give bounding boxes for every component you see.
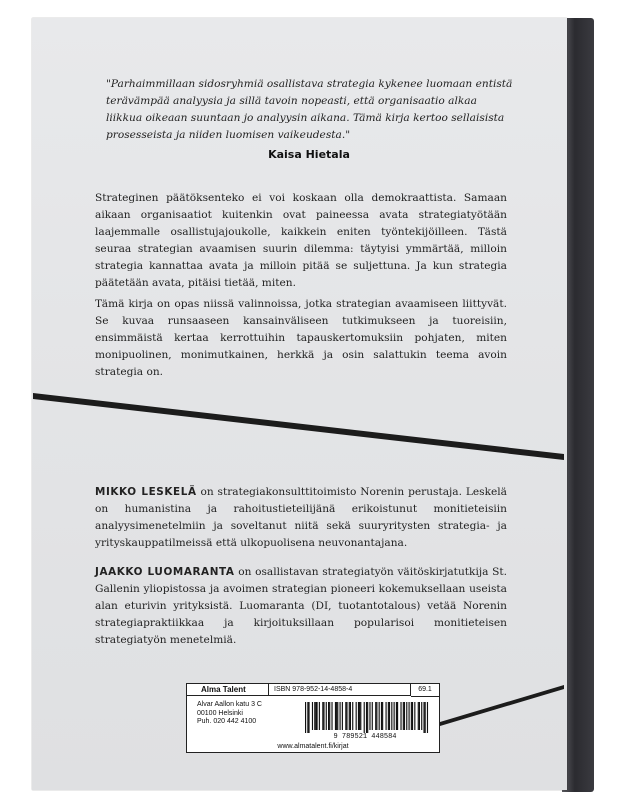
class-code: 69.1 xyxy=(411,684,439,697)
barcode-bar xyxy=(418,702,419,730)
barcode-bar xyxy=(342,702,343,730)
barcode-number: 9 789521 448584 xyxy=(333,733,397,740)
author-bio-text-1: on strategiakonsulttitoimisto Norenin perustaja. Leskelä on humanistina ja rahoitustieteilijänä erikoistunut monitieteisiin analyysimenetelmiin ja soveltanut niitä sekä suuryritysten strategia- ja yrityskauppatilmeissä että ulkopuolisena neuvonantajana. xyxy=(95,486,507,549)
barcode-bar xyxy=(356,702,357,730)
author-name-2: JAAKKO LUOMARANTA xyxy=(95,566,235,578)
barcode-bar xyxy=(323,702,324,730)
barcode-bar xyxy=(372,702,373,730)
barcode-bar xyxy=(381,702,382,730)
barcode-bar xyxy=(335,702,336,730)
barcode-bar xyxy=(360,702,361,730)
barcode-bar xyxy=(345,702,346,730)
barcode-bar xyxy=(409,702,410,730)
barcode-bar xyxy=(312,702,313,730)
description-paragraph-2: Tämä kirja on opas niissä valinnoissa, jotka strategian avaamiseen liittyvät. Se kuvaa runsaaseen kansainväliseen tutkimukseen ja tuoreisiin, ensimmäistä kertaa kerrottuihin tapauskertomuksiin pohjaten, miten monipuolinen, monimutkainen, herkkä ja osin salattukin teema avoin strategia on. xyxy=(95,298,507,378)
address-line: Alvar Aallon katu 3 C xyxy=(197,701,262,708)
barcode-bar xyxy=(307,702,308,733)
quote-author: Kaisa Hietala xyxy=(268,148,350,161)
barcode-bar xyxy=(350,702,351,730)
publisher-address xyxy=(197,701,287,727)
barcode-bar xyxy=(331,702,332,730)
barcode-bar xyxy=(421,702,422,730)
barcode-bar xyxy=(382,702,383,730)
barcode-bar xyxy=(367,702,368,733)
cover-quote: "Parhaimmillaan sidosryhmiä osallistava strategia kykenee luomaan entistä terävämpää analyysia ja sillä tavoin nopeasti, että organisaatio alkaa liikkua oikeaan suuntaan jo analyysin aikana. Tämä kirja kertoo sellaisista prosesseista ja niiden luomisen vaikeudesta." xyxy=(106,78,513,141)
publisher-info-box xyxy=(186,683,440,753)
author-bio-text-2: on osallistavan strategiatyön väitöskirjatutkija St. Gallenin yliopistossa ja avoimen strategian pioneeri kokemuksellaan useista alan eturivin yrityksistä. Luomaranta (DI, tuotantotalous) vetää Norenin strategiapraktiikkaa ja kirjoituksillaan popularisoi monitieteisen strategiatyön menetelmiä. xyxy=(95,566,508,646)
author-name-1: MIKKO LESKELÄ xyxy=(95,486,197,498)
barcode-bar xyxy=(396,702,397,730)
barcode-bar xyxy=(391,702,392,730)
barcode-bar xyxy=(349,702,350,730)
barcode-bar xyxy=(394,702,395,730)
barcode-bar xyxy=(397,702,398,730)
barcode-bar xyxy=(379,702,380,730)
diagonal-band-lower xyxy=(440,685,564,726)
barcode-bar xyxy=(328,702,329,730)
barcode-bar xyxy=(346,702,347,730)
address-line: 00100 Helsinki xyxy=(197,709,243,717)
barcode-bar xyxy=(329,702,330,730)
author-bio-2 xyxy=(95,564,507,649)
barcode-bar xyxy=(427,702,428,733)
publisher-name: Alma Talent xyxy=(187,684,269,696)
barcode-bar xyxy=(376,702,377,730)
isbn-text: ISBN 978-952-14-4858-4 xyxy=(269,684,411,696)
barcode-bar xyxy=(358,702,359,730)
barcode-bar xyxy=(352,702,353,730)
barcode-bar xyxy=(411,702,412,730)
barcode-bar xyxy=(404,702,405,730)
barcode-bar xyxy=(319,702,320,730)
barcode-bar xyxy=(389,702,390,730)
diagonal-band-upper xyxy=(33,393,564,460)
barcode-bar xyxy=(388,702,389,730)
barcode-bar xyxy=(359,702,360,730)
barcode-bar xyxy=(414,702,415,730)
barcode-bar xyxy=(419,702,420,730)
barcode-bar xyxy=(400,702,401,730)
barcode-bar xyxy=(406,702,407,730)
isbn-barcode xyxy=(299,700,431,740)
address-line: Puh. 020 442 4100 xyxy=(197,718,257,725)
barcode-bar xyxy=(364,702,365,733)
publisher-url: www.almatalent.fi/kirjat xyxy=(277,743,349,750)
barcode-bar xyxy=(423,702,424,733)
barcode-bar xyxy=(337,702,338,730)
barcode-bar xyxy=(412,702,413,730)
barcode-bar xyxy=(317,702,318,730)
barcode-bar xyxy=(403,702,404,730)
barcode-bar xyxy=(340,702,341,730)
barcode-bar xyxy=(425,702,426,733)
barcode-bar xyxy=(326,702,327,730)
barcode-bar xyxy=(369,702,370,730)
barcode-bar xyxy=(375,702,376,730)
barcode-bar xyxy=(305,702,306,733)
barcode-bar xyxy=(336,702,337,730)
barcode-bar xyxy=(322,702,323,730)
barcode-bar xyxy=(308,702,309,733)
barcode-bar xyxy=(315,702,316,730)
barcode-bar xyxy=(366,702,367,733)
author-bio-1 xyxy=(95,484,507,552)
barcode-bar xyxy=(386,702,387,730)
barcode-bar xyxy=(314,702,315,730)
description-paragraph-1: Strateginen päätöksenteko ei voi koskaan olla demokraattista. Samaan aikaan organisaatiot kuitenkin ovat paineessa avata strategiatyötään laajemmalle osallistujajoukolle, kaikkein eniten työntekijöilleen. Tästä seuraa strategian avaamisen suurin dilemma: täytyisi ymmärtää, milloin strategia kannattaa avata ja milloin pitää se suljettuna. Ja kun strategia päätetään avata, pitäisi tietää, miten. xyxy=(95,192,507,289)
